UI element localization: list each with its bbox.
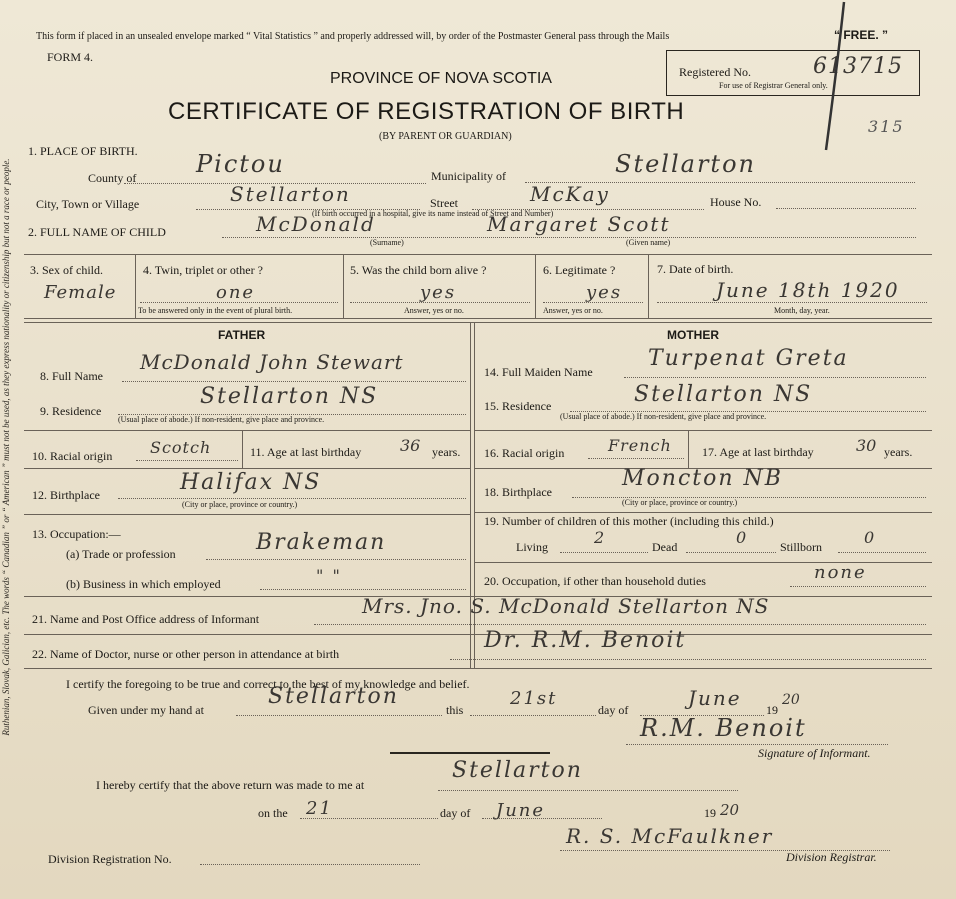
certificate-subtitle: (BY PARENT OR GUARDIAN) [379,131,512,142]
informant-label: 21. Name and Post Office address of Informant [32,612,260,626]
alive-value: yes [420,282,457,303]
father-name-label: 8. Full Name [40,369,103,383]
father-name-value: McDonald John Stewart [140,350,404,374]
given-year-value: 20 [782,692,800,708]
mother-residence-label: 15. Residence [484,399,552,413]
twin-note: To be answered only in the event of plural birth. [138,306,293,315]
mother-name-value: Turpenat Greta [648,346,849,371]
mother-occupation-label: 20. Occupation, if other than household duties [484,574,706,588]
mother-heading: MOTHER [667,328,719,342]
dead-value: 0 [736,528,749,547]
date-of-birth-label: 7. Date of birth. [657,262,734,276]
mother-race-value: French [608,436,672,455]
top-notice: This form if placed in an unsealed envelope marked “ Vital Statistics ” and properly addressed will, by order of the Postmaster General pass through the Mails [36,31,670,42]
mother-birthplace-label: 18. Birthplace [484,485,552,499]
free-mark: “ FREE. ” [834,28,889,42]
county-value: Pictou [196,150,285,178]
mother-age-value: 30 [856,436,877,455]
registered-box [666,50,920,96]
legitimate-label: 6. Legitimate ? [543,263,616,277]
father-heading: FATHER [218,328,266,342]
signature-label: Signature of Informant. [758,746,871,760]
father-age-label: 11. Age at last birthday [250,445,362,459]
return-day-value: 21 [306,798,333,819]
father-age-years: years. [432,445,461,459]
living-value: 2 [594,528,607,547]
city-label: City, Town or Village [36,197,140,211]
mother-residence-value: Stellarton NS [634,382,813,407]
mother-name-label: 14. Full Maiden Name [484,365,593,379]
side-note: Ruthenian, Slovak, Galician, etc. The words “ Canadian ” or “ American ” must not be used, as they express nationality or citizenship but not a race or people. [1,158,11,736]
certificate-title: CERTIFICATE OF REGISTRATION OF BIRTH [168,98,685,125]
street-value: McKay [530,182,610,206]
informant-signature: R.M. Benoit [640,714,807,742]
house-label: House No. [710,195,762,209]
form-number: FORM 4. [47,50,94,64]
mother-residence-note: (Usual place of abode.) If non-resident, give place and province. [560,412,767,421]
mother-birthplace-value: Moncton NB [622,466,783,491]
mother-occupation-value: none [814,562,867,583]
return-day-of-label: day of [440,806,471,820]
father-business-label: (b) Business in which employed [66,577,221,591]
child-surname: McDonald [256,212,376,236]
this-label: this [446,703,464,717]
legitimate-value: yes [586,282,623,303]
given-place-value: Stellarton [268,684,399,709]
living-label: Living [516,540,548,554]
twin-label: 4. Twin, triplet or other ? [143,263,263,277]
father-residence-value: Stellarton NS [200,384,379,409]
given-year-prefix: 19 [766,703,778,717]
day-of-label: day of [598,703,629,717]
registrar-signature: R. S. McFaulkner [566,824,774,848]
father-race-label: 10. Racial origin [32,449,113,463]
mother-race-label: 16. Racial origin [484,446,565,460]
on-the-label: on the [258,806,288,820]
return-place-value: Stellarton [452,758,583,783]
return-year-value: 20 [720,801,740,819]
given-month-value: June [688,686,742,710]
municipality-label: Municipality of [431,169,506,183]
stillborn-value: 0 [864,528,877,547]
doctor-label: 22. Name of Doctor, nurse or other person in attendance at birth [32,647,340,661]
sex-label: 3. Sex of child. [30,263,103,277]
father-birthplace-value: Halifax NS [180,470,322,495]
division-reg-no-label: Division Registration No. [48,852,172,866]
father-business-value: " " [316,566,342,585]
father-residence-note: (Usual place of abode.) If non-resident, give place and province. [118,415,325,424]
hospital-note: (If birth occurred in a hospital, give its name instead of Street and Number) [312,209,554,218]
return-month-value: June [496,800,546,821]
child-name-label: 2. FULL NAME OF CHILD [28,225,166,239]
municipality-value: Stellarton [615,150,756,178]
legitimate-note: Answer, yes or no. [543,306,603,315]
date-of-birth-value: June 18th 1920 [716,278,900,302]
return-text: I hereby certify that the above return was made to me at [96,778,365,792]
father-trade-label: (a) Trade or profession [66,547,176,561]
given-day-value: 21st [510,688,558,709]
given-name-label: (Given name) [626,238,671,247]
registrar-label: Division Registrar. [786,850,877,864]
informant-value: Mrs. Jno. S. McDonald Stellarton NS [362,594,770,618]
father-occupation-label: 13. Occupation:— [32,527,121,541]
mother-children-label: 19. Number of children of this mother (including this child.) [484,514,774,528]
doctor-value: Dr. R.M. Benoit [484,628,687,653]
father-age-value: 36 [400,436,421,455]
registered-note: For use of Registrar General only. [719,81,828,90]
alive-label: 5. Was the child born alive ? [350,263,487,277]
twin-value: one [216,282,256,303]
date-of-birth-note: Month, day, year. [774,306,830,315]
mother-age-years: years. [884,445,913,459]
mother-birthplace-note: (City or place, province or country.) [622,498,738,507]
alive-note: Answer, yes or no. [404,306,464,315]
place-of-birth-label: 1. PLACE OF BIRTH. [28,144,138,158]
registered-number: 613715 [813,54,903,79]
certify-text: I certify the foregoing to be true and correct to the best of my knowledge and belief. [66,677,470,691]
dead-label: Dead [652,540,678,554]
registered-number-2: 315 [868,117,905,136]
father-birthplace-note: (City or place, province or country.) [182,500,298,509]
father-trade-value: Brakeman [256,530,387,555]
father-race-value: Scotch [150,438,212,457]
father-residence-label: 9. Residence [40,404,102,418]
sex-value: Female [44,282,117,303]
return-year-prefix: 19 [704,806,716,820]
father-birthplace-label: 12. Birthplace [32,488,100,502]
province-heading: PROVINCE OF NOVA SCOTIA [330,70,552,87]
mother-age-label: 17. Age at last birthday [702,445,814,459]
pen-stroke [810,0,850,160]
given-under-label: Given under my hand at [88,703,204,717]
street-label: Street [430,196,458,210]
child-given-name: Margaret Scott [487,212,671,236]
city-value: Stellarton [230,182,351,206]
stillborn-label: Stillborn [780,540,823,554]
county-label: County of [88,171,137,185]
surname-label: (Surname) [370,238,404,247]
registered-label: Registered No. [679,65,751,79]
